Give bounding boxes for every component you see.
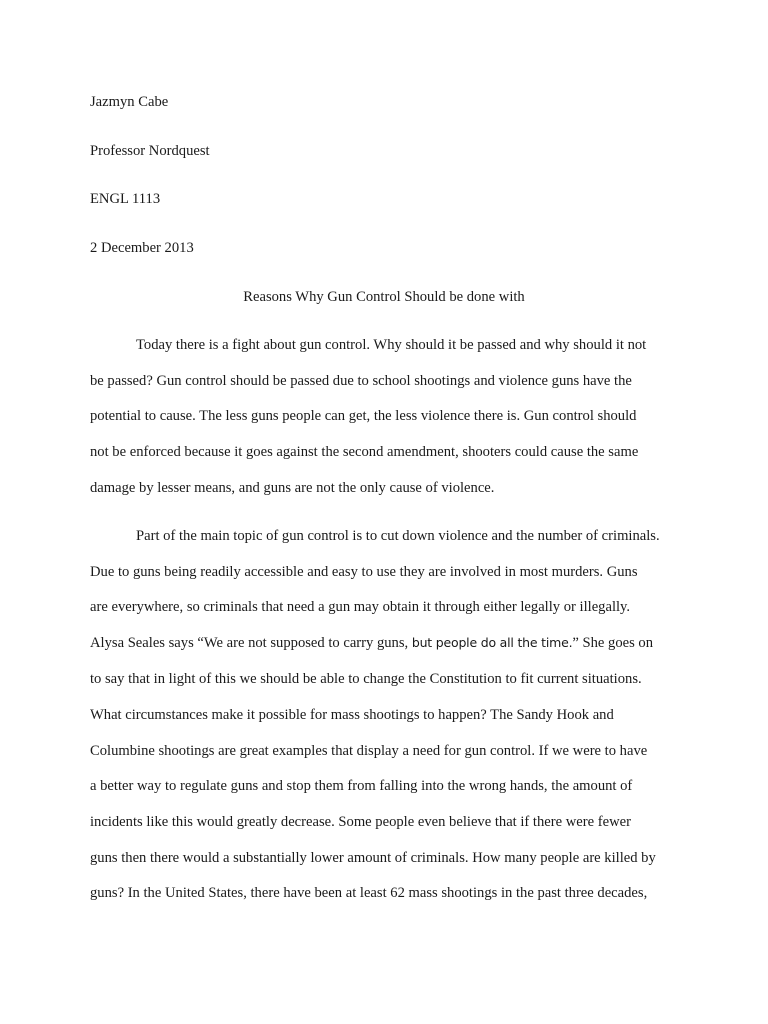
paragraph-2-line-3: are everywhere, so criminals that need a gun may obtain it through either legally or illegally. <box>90 599 631 615</box>
paragraph-1-line-1: Today there is a fight about gun control. Why should it be passed and why should it not <box>136 337 647 353</box>
paragraph-2-line-7: Columbine shootings are great examples that display a need for gun control. If we were to have <box>90 743 648 759</box>
paragraph-2-line-1: Part of the main topic of gun control is to cut down violence and the number of criminals. <box>136 528 660 544</box>
paragraph-2-line-11: guns? In the United States, there have been at least 62 mass shootings in the past three decades, <box>90 885 648 901</box>
date: 2 December 2013 <box>90 240 194 256</box>
paragraph-1-line-4: not be enforced because it goes against the second amendment, shooters could cause the same <box>90 444 639 460</box>
paragraph-2-line-10: guns then there would a substantially lower amount of criminals. How many people are killed by <box>90 850 656 866</box>
course-name: ENGL 1113 <box>90 191 161 207</box>
quote-lead-in: Alysa Seales says “We are not supposed to carry guns, <box>90 635 412 651</box>
paragraph-2-line-9: incidents like this would greatly decrease. Some people even believe that if there were fewer <box>90 814 631 830</box>
paragraph-2-line-6: What circumstances make it possible for mass shootings to happen? The Sandy Hook and <box>90 707 614 723</box>
quote-trailing-text: ” She goes on <box>572 635 654 651</box>
essay-title: Reasons Why Gun Control Should be done with <box>243 289 525 305</box>
paragraph-1-line-3: potential to cause. The less guns people can get, the less violence there is. Gun control should <box>90 408 637 424</box>
instructor-name: Professor Nordquest <box>90 143 210 159</box>
paragraph-1-line-2: be passed? Gun control should be passed due to school shootings and violence guns have the <box>90 373 632 389</box>
paragraph-2-line-8: a better way to regulate guns and stop them from falling into the wrong hands, the amount of <box>90 778 633 794</box>
paragraph-1-line-5: damage by lesser means, and guns are not the only cause of violence. <box>90 480 495 496</box>
paragraph-2-line-5: to say that in light of this we should be able to change the Constitution to fit current situations. <box>90 671 642 687</box>
paragraph-2-line-2: Due to guns being readily accessible and easy to use they are involved in most murders. Guns <box>90 564 638 580</box>
author-name: Jazmyn Cabe <box>90 94 169 110</box>
quote-styled-text: but people do all the time. <box>411 635 573 650</box>
paragraph-2-line-4 <box>90 634 653 652</box>
